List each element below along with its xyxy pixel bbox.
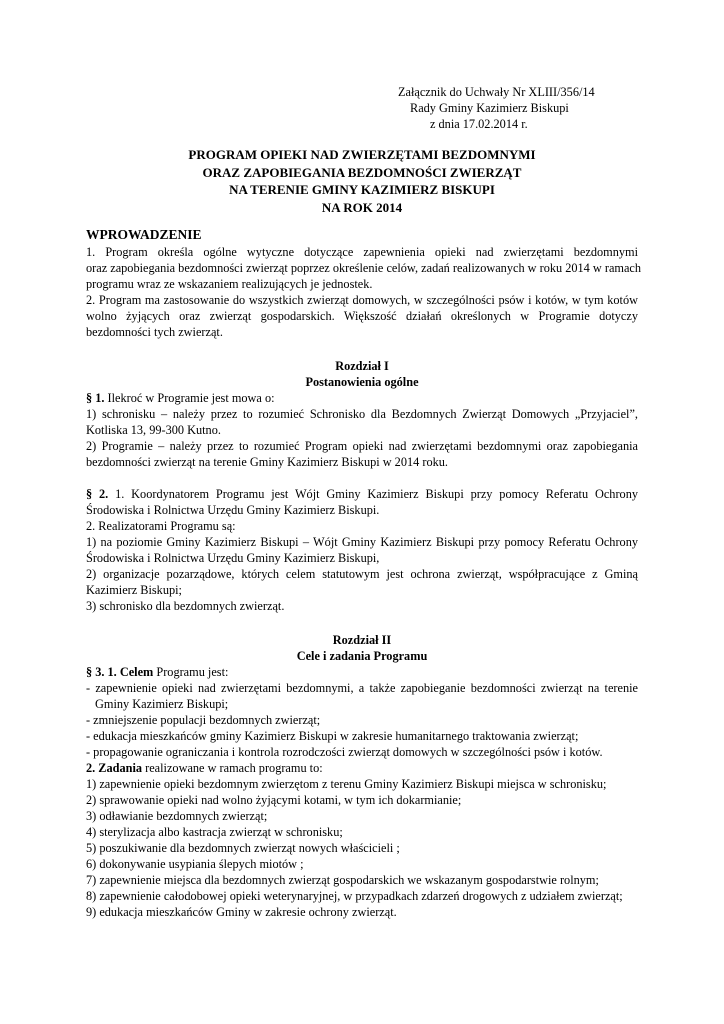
task-item: 1) zapewnienie opieki bezdomnym zwierzętom z terenu Gminy Kazimierz Biskupi miejsca w schronisku; [86, 777, 607, 791]
title-line-3: NA TERENIE GMINY KAZIMIERZ BISKUPI [229, 182, 495, 197]
s1-item-2-line-2: bezdomności zwierząt na terenie Gminy Kazimierz Biskupi w 2014 roku. [86, 455, 448, 469]
tasks-mark: 2. Zadania [86, 761, 143, 775]
task-item: 5) poszukiwanie dla bezdomnych zwierząt nowych właścicieli ; [86, 841, 400, 855]
chapter-1-label: Rozdział I [335, 359, 389, 373]
intro-p1-line-2: oraz zapobiegania bezdomności zwierząt poprzez określenie celów, zadań realizowanych w roku 2014 w ramach [86, 261, 642, 275]
section-2-para-2: 2. Realizatorami Programu są: [86, 519, 236, 533]
section-3-intro [86, 664, 638, 680]
goal-1-line-2: Gminy Kazimierz Biskupi; [95, 697, 229, 711]
document-body [86, 226, 642, 920]
task-item: 4) sterylizacja albo kastracja zwierząt w schronisku; [86, 825, 343, 839]
s1-item-1-line-2: Kotliska 13, 99-300 Kutno. [86, 423, 221, 437]
task-item: 2) sprawowanie opieki nad wolno żyjącymi kotami, w tym ich dokarmianie; [86, 793, 462, 807]
section-1-intro [86, 390, 638, 406]
section-1-mark: § 1. [86, 391, 105, 405]
s2-item-2-line-2: Kazimierz Biskupi; [86, 583, 182, 597]
intro-p2-line-2: wolno żyjących oraz zwierząt gospodarskich. Większość działań określonych w Programie dotyczy [86, 309, 638, 323]
section-3-mark: § 3. 1. Celem [86, 665, 154, 679]
section-1-intro-text: Ilekroć w Programie jest mowa o: [104, 391, 275, 405]
s2-item-1-line-1: 1) na poziomie Gminy Kazimierz Biskupi – Wójt Gminy Kazimierz Biskupi przy pomocy Referatu Ochrony [86, 535, 638, 549]
s1-item-2-line-1: 2) Programie – należy przez to rozumieć Program opieki nad zwierzętami bezdomnymi oraz zapobiegania [86, 439, 638, 453]
section-3-intro-text: Programu jest: [153, 665, 229, 679]
task-item: 7) zapewnienie miejsca dla bezdomnych zwierząt gospodarskich we wskazanym gospodarstwie rolnym; [86, 873, 599, 887]
goal-1-line-1: - zapewnienie opieki nad zwierzętami bezdomnymi, a także zapobieganie bezdomności zwierząt na terenie [86, 681, 638, 695]
intro-p1-line-3: programu wraz ze wskazaniem realizujących je jednostek. [86, 277, 373, 291]
intro-p2-line-1: 2. Program ma zastosowanie do wszystkich zwierząt domowych, w szczególności psów i kotów, w tym kotów [86, 293, 638, 307]
tasks-intro [86, 760, 638, 776]
title-line-2: ORAZ ZAPOBIEGANIA BEZDOMNOŚCI ZWIERZĄT [202, 164, 522, 180]
intro-p1-line-1: 1. Program określa ogólne wytyczne dotyczące zapewnienia opieki nad zwierzętami bezdomnymi [86, 245, 638, 259]
s2-item-3: 3) schronisko dla bezdomnych zwierząt. [86, 599, 285, 613]
goal-4: - propagowanie ograniczania i kontrola rozrodczości zwierząt domowych w szczególności psów i kotów. [86, 745, 603, 759]
task-item: 3) odławianie bezdomnych zwierząt; [86, 809, 268, 823]
section-2-line-1 [86, 486, 638, 502]
annex-line-2: Rady Gminy Kazimierz Biskupi [410, 101, 569, 115]
intro-p2-line-3: bezdomności tych zwierząt. [86, 325, 223, 339]
s2-item-1-line-2: Środowiska i Rolnictwa Urzędu Gminy Kazimierz Biskupi, [86, 551, 380, 565]
annex-header [398, 84, 608, 132]
tasks-intro-text: realizowane w ramach programu to: [142, 761, 323, 775]
task-item: 6) dokonywanie usypiania ślepych miotów ; [86, 857, 304, 871]
annex-line-1: Załącznik do Uchwały Nr XLIII/356/14 [398, 85, 595, 99]
document-title [86, 146, 638, 216]
section-2-mark: § 2. [86, 487, 109, 501]
s1-item-1-line-1: 1) schronisku – należy przez to rozumieć Schronisko dla Bezdomnych Zwierząt Domowych „Przyjaciel”, [86, 407, 638, 421]
chapter-1-name: Postanowienia ogólne [305, 375, 419, 389]
goal-2: - zmniejszenie populacji bezdomnych zwierząt; [86, 713, 321, 727]
chapter-2-name: Cele i zadania Programu [296, 649, 428, 663]
s2-item-2-line-1: 2) organizacje pozarządowe, których celem statutowym jest ochrona zwierząt, współpracujące z Gminą [86, 567, 638, 581]
task-item: 8) zapewnienie całodobowej opieki weterynaryjnej, w przypadkach zdarzeń drogowych z udziałem zwierząt; [86, 889, 623, 903]
goal-3: - edukacja mieszkańców gminy Kazimierz Biskupi w zakresie humanitarnego traktowania zwierząt; [86, 729, 579, 743]
section-2-line-1-text: 1. Koordynatorem Programu jest Wójt Gminy Kazimierz Biskupi przy pomocy Referatu Ochrony [108, 487, 638, 501]
annex-line-3: z dnia 17.02.2014 r. [430, 117, 528, 131]
title-line-1: PROGRAM OPIEKI NAD ZWIERZĘTAMI BEZDOMNYMI [188, 147, 536, 162]
chapter-2-label: Rozdział II [332, 633, 392, 647]
title-line-4: NA ROK 2014 [321, 199, 403, 215]
intro-heading: WPROWADZENIE [86, 227, 202, 242]
task-item: 9) edukacja mieszkańców Gminy w zakresie ochrony zwierząt. [86, 905, 397, 919]
section-2-line-2: Środowiska i Rolnictwa Urzędu Gminy Kazimierz Biskupi. [86, 503, 380, 517]
